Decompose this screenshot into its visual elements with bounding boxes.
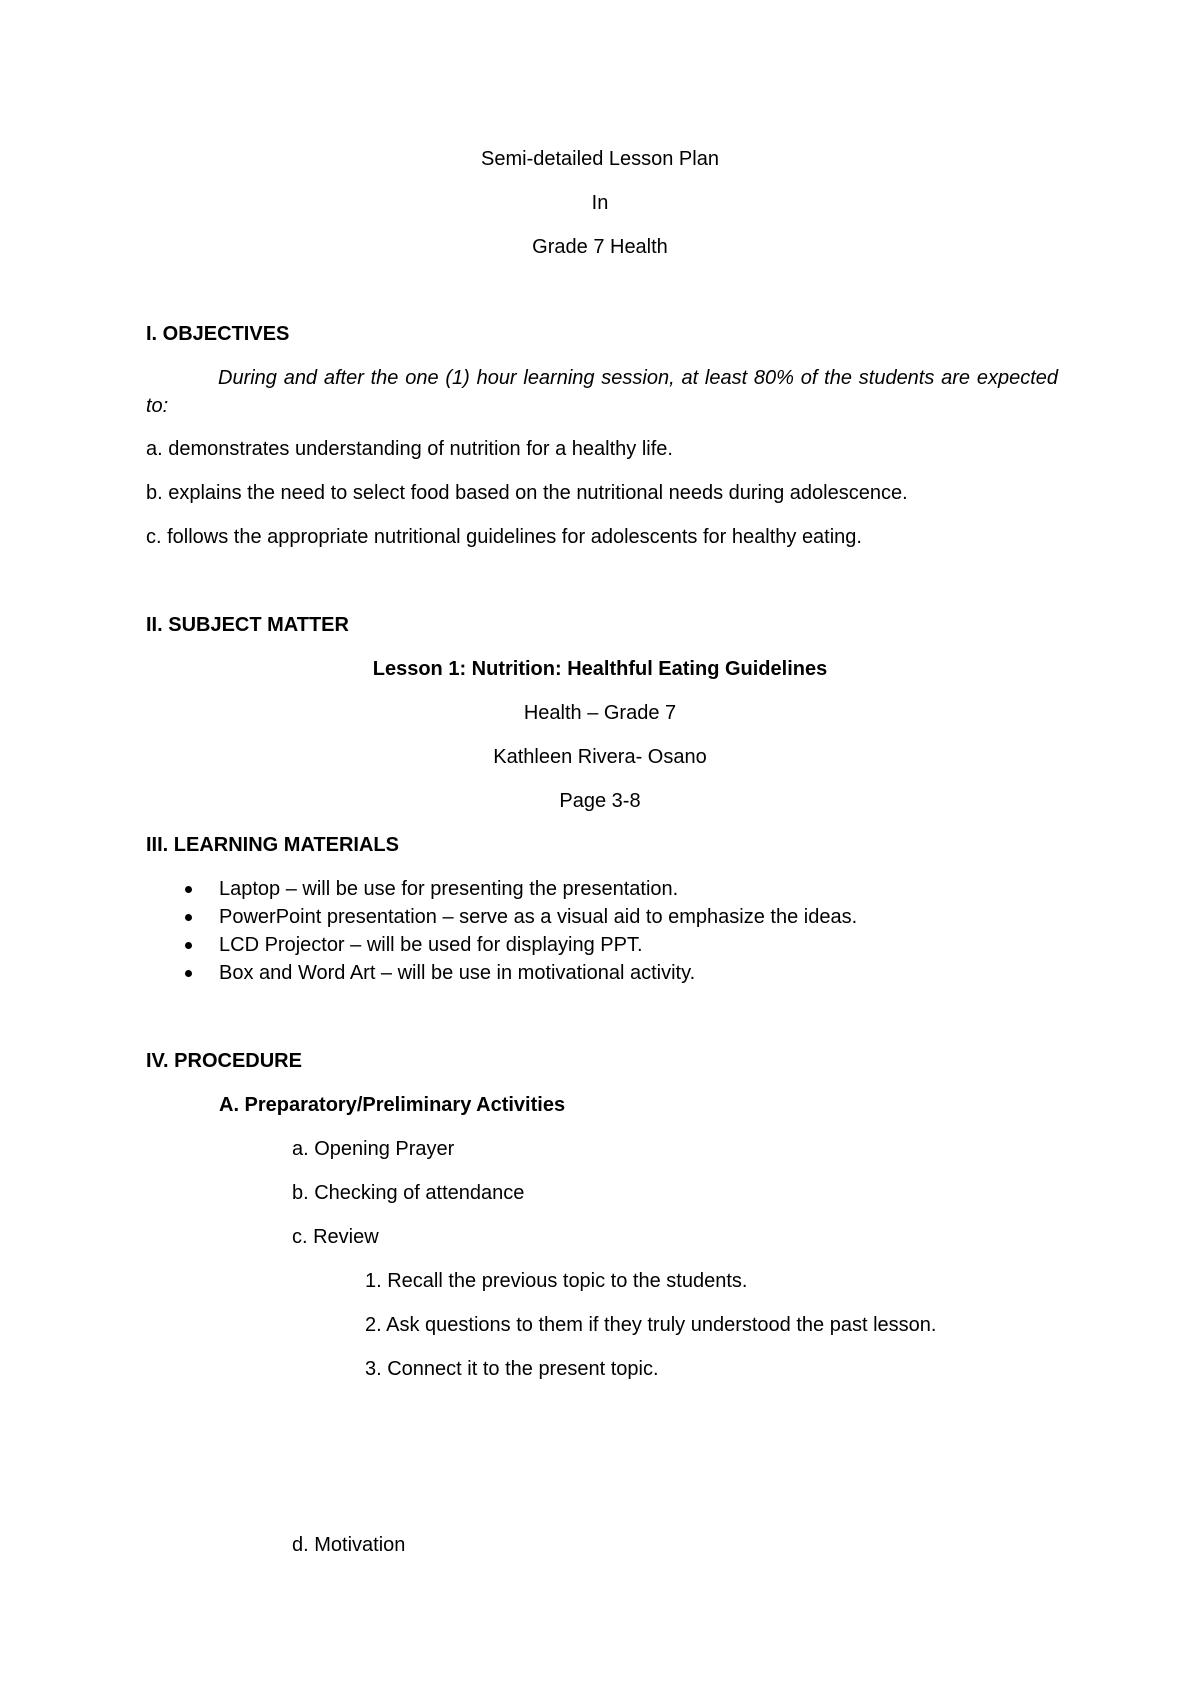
- review-step: 3. Connect it to the present topic.: [365, 1358, 659, 1380]
- activity-item-motivation: d. Motivation: [292, 1534, 406, 1556]
- preparatory-activities-heading: A. Preparatory/Preliminary Activities: [219, 1094, 566, 1116]
- lesson-pages: Page 3-8: [559, 790, 641, 812]
- lesson-author: Kathleen Rivera- Osano: [493, 746, 707, 768]
- bullet-icon: [185, 970, 192, 977]
- document-title-in: In: [591, 192, 609, 214]
- activity-item: c. Review: [292, 1226, 379, 1248]
- procedure-heading: IV. PROCEDURE: [146, 1050, 302, 1072]
- objectives-intro-text: During and after the one (1) hour learning session, at least 80% of the students are expected to:: [146, 367, 1058, 417]
- bullet-icon: [185, 914, 192, 921]
- document-grade: Grade 7 Health: [532, 236, 668, 258]
- bullet-icon: [185, 886, 192, 893]
- material-item: Laptop – will be use for presenting the presentation.: [219, 878, 679, 900]
- lesson-title: Lesson 1: Nutrition: Healthful Eating Guidelines: [372, 658, 828, 680]
- objectives-intro: [146, 364, 1058, 420]
- subject-matter-heading: II. SUBJECT MATTER: [146, 614, 349, 636]
- objective-item: b. explains the need to select food based on the nutritional needs during adolescence.: [146, 482, 908, 504]
- document-title: Semi-detailed Lesson Plan: [481, 148, 719, 170]
- review-step: 1. Recall the previous topic to the students.: [365, 1270, 748, 1292]
- lesson-subject: Health – Grade 7: [523, 702, 677, 724]
- material-item: Box and Word Art – will be use in motivational activity.: [219, 962, 696, 984]
- learning-materials-heading: III. LEARNING MATERIALS: [146, 834, 399, 856]
- activity-item: a. Opening Prayer: [292, 1138, 455, 1160]
- objective-item: a. demonstrates understanding of nutrition for a healthy life.: [146, 438, 673, 460]
- bullet-icon: [185, 942, 192, 949]
- objectives-heading: I. OBJECTIVES: [146, 323, 290, 345]
- objective-item: c. follows the appropriate nutritional guidelines for adolescents for healthy eating.: [146, 526, 862, 548]
- material-item: LCD Projector – will be used for displaying PPT.: [219, 934, 643, 956]
- activity-item: b. Checking of attendance: [292, 1182, 525, 1204]
- review-step: 2. Ask questions to them if they truly understood the past lesson.: [365, 1314, 937, 1336]
- material-item: PowerPoint presentation – serve as a visual aid to emphasize the ideas.: [219, 906, 858, 928]
